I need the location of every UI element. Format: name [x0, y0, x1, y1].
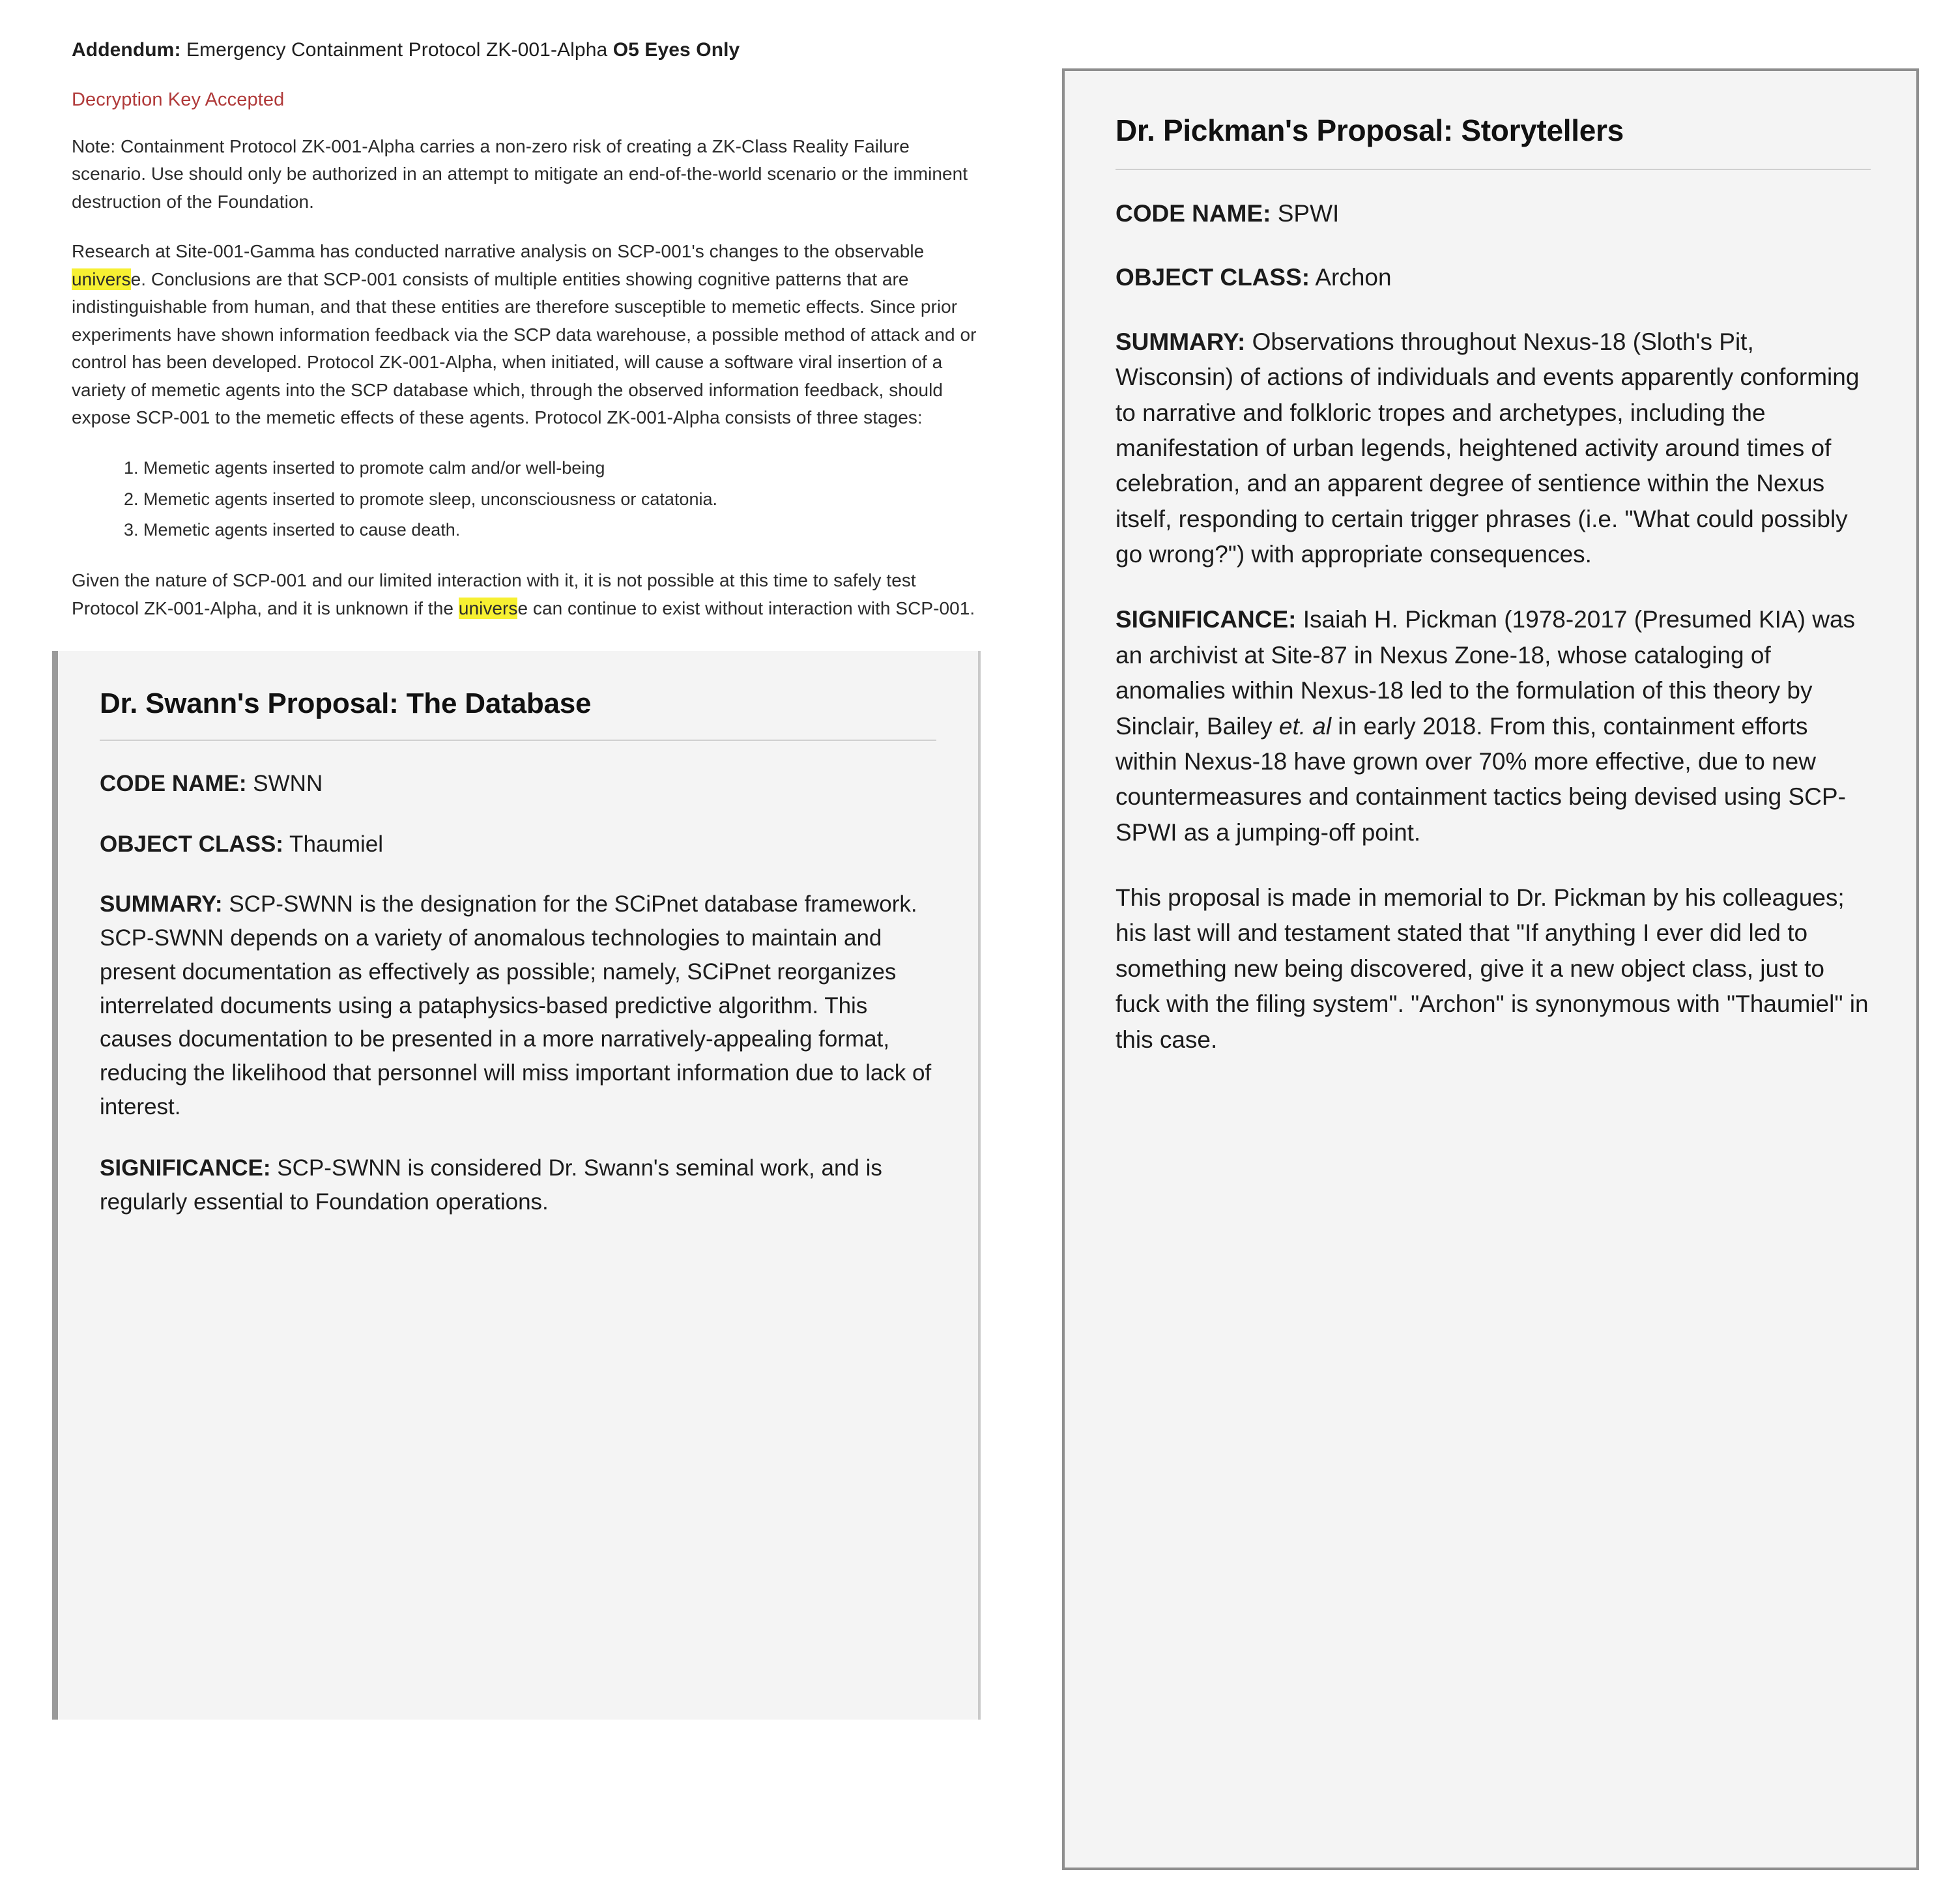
pickman-code-name-label: CODE NAME:	[1116, 200, 1271, 227]
decryption-notice: Decryption Key Accepted	[72, 89, 285, 110]
highlight-universe-2: univers	[458, 598, 518, 618]
card-divider	[1116, 169, 1871, 170]
pickman-significance-text-a: Isaiah H. Pickman (1978-2017 (Presumed KIA) was an archivist at Site-87 in Nexus Zone-18, whose cataloging of anomalies within Nexus-18 led to the formulation of this theory by Sinclair, Bailey	[1116, 606, 1856, 740]
pickman-object-class	[1116, 260, 1871, 295]
swann-code-name	[100, 767, 936, 801]
list-item: 1. Memetic agents inserted to promote calm and/or well-being	[143, 454, 1003, 483]
pickman-object-class-label: OBJECT CLASS:	[1116, 264, 1310, 291]
pickman-code-name	[1116, 196, 1871, 231]
protocol-stage-list	[72, 454, 1003, 545]
pickman-significance-italic: et. al	[1278, 712, 1332, 740]
pickman-code-name-value: SPWI	[1271, 200, 1340, 227]
addendum-clearance: O5 Eyes Only	[612, 39, 740, 61]
closing-paragraph	[72, 567, 984, 622]
addendum-heading	[72, 36, 1003, 65]
swann-significance	[100, 1151, 936, 1219]
research-text-a: Research at Site-001-Gamma has conducted narrative analysis on SCP-001's changes to the observable	[72, 241, 925, 262]
swann-object-class	[100, 828, 936, 862]
research-paragraph	[72, 238, 984, 432]
swann-code-name-value: SWNN	[246, 771, 323, 797]
closing-text-b: e can continue to exist without interaction with SCP-001.	[517, 598, 975, 618]
list-item: 2. Memetic agents inserted to promote sleep, unconsciousness or catatonia.	[143, 485, 1003, 514]
note-paragraph: Note: Containment Protocol ZK-001-Alpha carries a non-zero risk of creating a ZK-Class Reality Failure scenario. Use should only be authorized in an attempt to mitigate an end-of-the-world scenario or the imminent destruction of the Foundation.	[72, 136, 968, 212]
pickman-significance-text-b: in early 2018. From this, containment efforts within Nexus-18 have grown over 70% more effective, due to new countermeasures and containment tactics being devised using SCP-SPWI as a jumping-off point.	[1116, 712, 1846, 846]
pickman-summary-text: Observations throughout Nexus-18 (Sloth's Pit, Wisconsin) of actions of individuals and events apparently conforming to narrative and folkloric tropes and archetypes, including the manifestation of urban legends, heightened activity around times of celebration, and an apparent degree of sentience within the Nexus itself, responding to certain trigger phrases (i.e. "What could possibly go wrong?") with appropriate consequences.	[1116, 328, 1860, 568]
swann-proposal-card	[52, 651, 981, 1720]
swann-significance-label: SIGNIFICANCE:	[100, 1155, 271, 1181]
pickman-proposal-card	[1062, 68, 1919, 1870]
swann-card-title: Dr. Swann's Proposal: The Database	[100, 687, 592, 720]
list-item: 3. Memetic agents inserted to cause death.	[143, 516, 1003, 545]
pickman-significance-label: SIGNIFICANCE:	[1116, 606, 1297, 633]
swann-summary-text: SCP-SWNN is the designation for the SCiPnet database framework. SCP-SWNN depends on a variety of anomalous technologies to maintain and present documentation as effectively as possible; namely, SCiPnet reorganizes interrelated documents using a pataphysics-based predictive algorithm. This causes documentation to be presented in a more narratively-appealing format, reducing the likelihood that personnel will miss important information due to lack of interest.	[100, 891, 932, 1120]
swann-code-name-label: CODE NAME:	[100, 771, 247, 797]
research-text-b: e. Conclusions are that SCP-001 consists of multiple entities showing cognitive patterns that are indistinguishable from human, and that these entities are therefore susceptible to memetic effects. Since prior experiments have shown information feedback via the SCP data warehouse, a possible method of attack and or control has been developed. Protocol ZK-001-Alpha, when initiated, will cause a software viral insertion of a variety of memetic agents into the SCP database which, through the observed information feedback, should expose SCP-001 to the memetic effects of these agents. Protocol ZK-001-Alpha consists of three stages:	[72, 268, 977, 428]
pickman-memorial: This proposal is made in memorial to Dr. Pickman by his colleagues; his last will and testament stated that "If anything I ever did led to something new being discovered, give it a new object class, just to fuck with the filing system". "Archon" is synonymous with "Thaumiel" in this case.	[1116, 884, 1869, 1053]
pickman-object-class-value: Archon	[1310, 264, 1392, 291]
pickman-summary	[1116, 325, 1871, 573]
swann-object-class-value: Thaumiel	[283, 831, 384, 857]
swann-significance-text: SCP-SWNN is considered Dr. Swann's seminal work, and is regularly essential to Foundation operations.	[100, 1155, 882, 1215]
pickman-significance	[1116, 602, 1871, 850]
right-column	[1043, 0, 1958, 1904]
closing-text-a: Given the nature of SCP-001 and our limited interaction with it, it is not possible at this time to safely test Protocol ZK-001-Alpha, and it is unknown if the	[72, 570, 916, 618]
swann-object-class-label: OBJECT CLASS:	[100, 831, 283, 857]
swann-summary	[100, 887, 936, 1124]
card-divider	[100, 740, 936, 741]
highlight-universe-1: univers	[72, 268, 131, 289]
swann-summary-label: SUMMARY:	[100, 891, 223, 917]
pickman-card-title: Dr. Pickman's Proposal: Storytellers	[1116, 113, 1624, 147]
pickman-summary-label: SUMMARY:	[1116, 328, 1246, 355]
addendum-text: Emergency Containment Protocol ZK-001-Alpha	[180, 39, 613, 61]
addendum-label: Addendum:	[72, 39, 181, 61]
